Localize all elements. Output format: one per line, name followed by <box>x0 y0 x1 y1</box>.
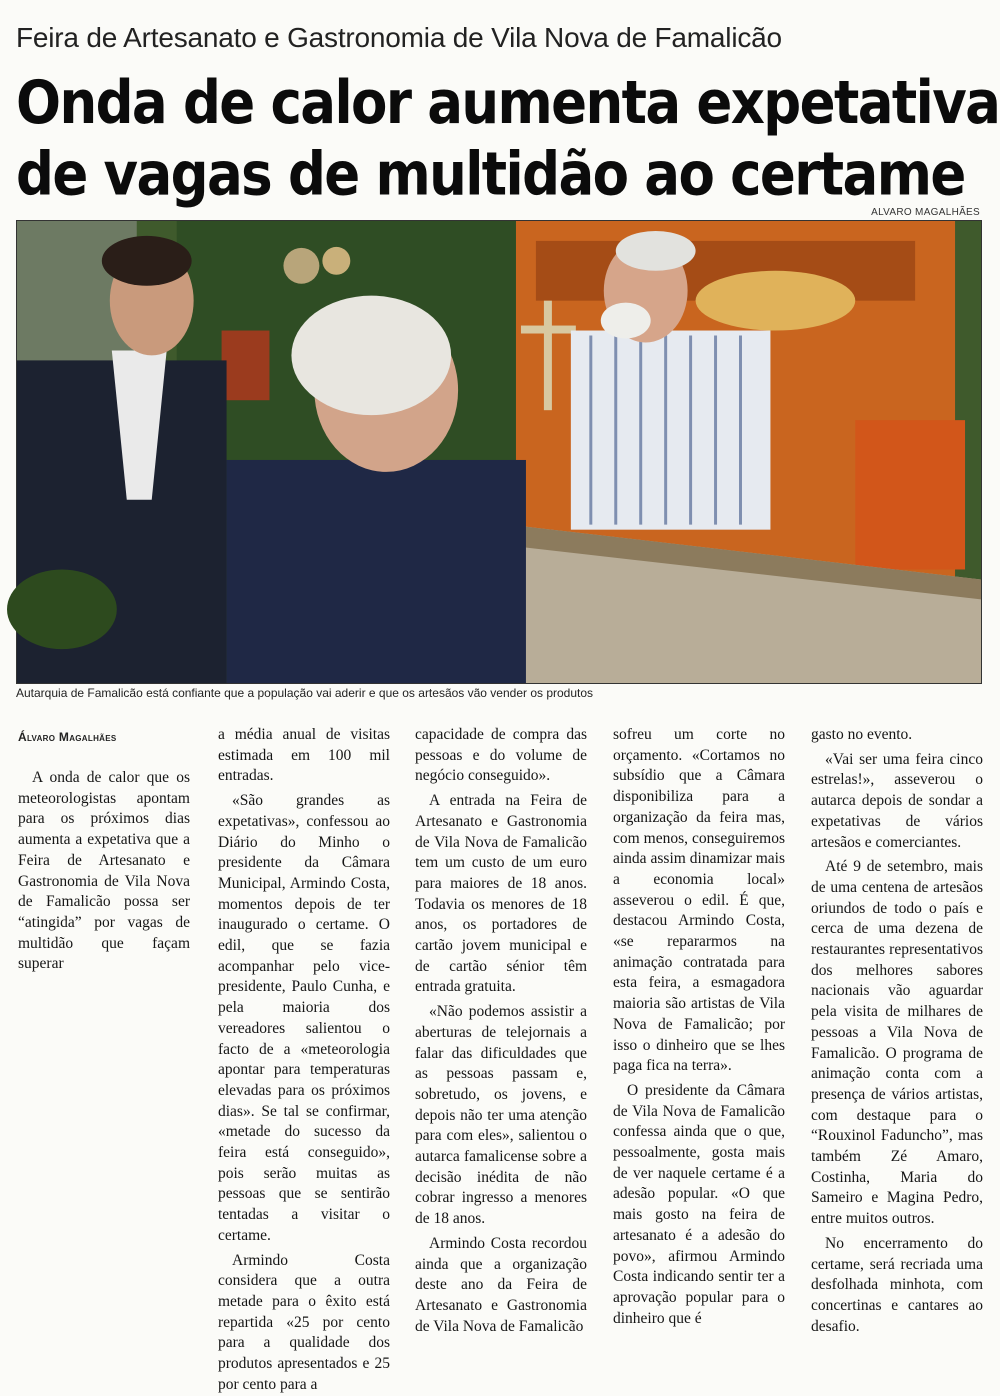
photo-crucifix <box>544 301 552 411</box>
paragraph: Armindo Costa recordou ainda que a organização deste ano da Feira de Artesanato e Gastronomia de Vila Nova de Famalicão <box>415 1234 587 1335</box>
paragraph: A entrada na Feira de Artesanato e Gastronomia de Vila Nova de Famalicão tem um custo de um euro para maiores de 18 anos. Todavia os menores de 18 anos, os portadores de cartão jovem municipal e de cartão sénior têm entrada gratuita. <box>415 792 587 996</box>
paragraph: A onda de calor que os meteorologistas apontam para os próximos dias aumenta a expetativa que a Feira de Artesanato e Gastronomia de Vila Nova de Famalicão possa ser “atingida” por vagas de multidão que façam superar <box>18 769 190 973</box>
photo-hanging-ornament <box>283 248 319 284</box>
paragraph: a média anual de visitas estimada em 100 mil entradas. <box>218 726 390 785</box>
photo-person-center-suit <box>227 460 526 683</box>
article-kicker: Feira de Artesanato e Gastronomia de Vila Nova de Famalicão <box>16 22 782 53</box>
photo-caption: Autarquia de Famalicão está confiante que a população vai aderir e que os artesãos vão vender os produtos <box>16 686 594 700</box>
article-column-3 <box>415 725 587 1335</box>
photo-person-left-hair <box>102 236 192 286</box>
paragraph: «São grandes as expetativas», confessou ao Diário do Minho o presidente da Câmara Municipal, Armindo Costa, momentos depois de ter inaugurado o certame. O edil, que se fazia acompanhar pelo vice-presidente, Paulo Cunha, e pela maioria dos vereadores salientou o facto de a «meteorologia apontar para temperaturas elevadas para os próximos dias». Se tal se confirmar, «metade do sucesso da feira está conseguido», pois serão muitas as pessoas que se sentirão tentadas a visitar o certame. <box>218 792 390 1244</box>
article-column-2 <box>218 725 390 1393</box>
headline-line-2: de vagas de multidão ao certame <box>16 140 965 210</box>
article-byline: Álvaro Magalhães <box>18 730 117 744</box>
paragraph: capacidade de compra das pessoas e do volume de negócio conseguido». <box>415 726 587 785</box>
photo-person-center-hair <box>291 296 451 415</box>
article-column-5 <box>811 725 983 1335</box>
paragraph: O presidente da Câmara de Vila Nova de Famalicão confessa ainda que o que, pessoalmente, gosta mais de ver naquele certame é a adesão popular. «O que mais gosto na feira de artesanato é a adesão do povo», afirmou Armindo Costa indicando sentir ter a aprovação popular para o dinheiro que é <box>613 1081 785 1327</box>
article-column-1 <box>18 768 190 973</box>
paragraph: «Não podemos assistir a aberturas de telejornais a falar das dificuldades que as pessoas passam e, sobretudo, os jovens, e depois não ter uma atenção para com eles», salientou o autarca famalicense sobre a decisão inédita de não cobrar ingresso a menores de 18 anos. <box>415 1003 587 1228</box>
photo-hanging-frame <box>222 331 270 401</box>
photo-illustration <box>17 221 981 683</box>
photo-orange-chair <box>855 420 965 569</box>
paragraph: Armindo Costa considera que a outra metade para o êxito está repartida «25 por cento para a qualidade dos produtos apresentados e 25 por cento para a <box>218 1251 390 1393</box>
paragraph: Até 9 de setembro, mais de uma centena de artesãos oriundos de todo o país e cerca de uma dezena de restaurantes representativos dos melhores sabores nacionais vão aguardar pela visita de milhares de pessoas a Vila Nova de Famalicão. O programa de animação conta com a presença de vários artistas, com destaque para o “Rouxinol Faduncho”, mas também Zé Amaro, Costinha, Maria do Sameiro e Magina Pedro, entre muitos outros. <box>811 858 983 1228</box>
headline-line-1: Onda de calor aumenta expetativa <box>16 69 1000 138</box>
paragraph: gasto no evento. <box>811 726 913 743</box>
photo-decorated-plate <box>696 271 856 331</box>
photo-artisan-beard <box>601 303 651 339</box>
article-photo <box>16 220 982 684</box>
article-column-4 <box>613 725 785 1325</box>
paragraph: No encerramento do certame, será recriada uma desfolhada minhota, com concertinas e cantares ao desafio. <box>811 1234 983 1335</box>
paragraph: sofreu um corte no orçamento. «Cortamos no subsídio que a Câmara disponibiliza para a organização da feira mas, com menos, conseguiremos ainda assim dinamizar mais a economia local» asseverou o edil. É que, destacou Armindo Costa, «se repararmos na animação contratada para esta feira, a esmagadora maioria são artistas de Vila Nova de Famalicão; por isso o dinheiro que se lhes paga fica na terra». <box>613 726 785 1075</box>
photo-plant <box>7 569 117 649</box>
paragraph: «Vai ser uma feira cinco estrelas!», asseverou o autarca depois de sondar a expetativas de vários artesãos e comerciantes. <box>811 750 983 851</box>
article-headline <box>16 68 1000 211</box>
photo-hanging-ornament <box>322 247 350 275</box>
photo-artisan-hair <box>616 231 696 271</box>
photo-crucifix-arm <box>521 326 576 334</box>
photo-credit: ALVARO MAGALHÃES <box>871 207 980 218</box>
